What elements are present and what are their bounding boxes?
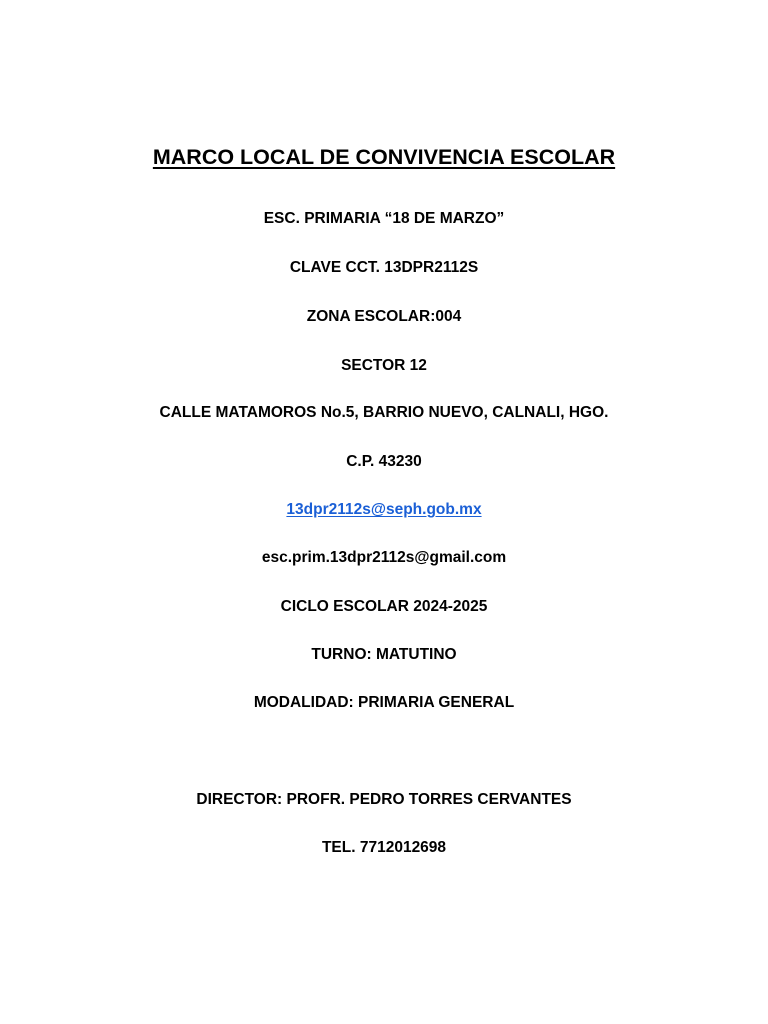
- official-email-row: [0, 500, 768, 520]
- modality: MODALIDAD: PRIMARIA GENERAL: [253, 694, 515, 711]
- cct-key: CLAVE CCT. 13DPR2112S: [289, 259, 479, 276]
- official-email-link[interactable]: 13dpr2112s@seph.gob.mx: [286, 501, 482, 518]
- director: DIRECTOR: PROFR. PEDRO TORRES CERVANTES: [196, 791, 572, 808]
- school-cycle: CICLO ESCOLAR 2024-2025: [280, 598, 488, 615]
- school-name: ESC. PRIMARIA “18 DE MARZO”: [263, 210, 505, 227]
- school-zone: ZONA ESCOLAR:004: [306, 308, 462, 325]
- postal-code: C.P. 43230: [346, 453, 422, 470]
- phone: TEL. 7712012698: [321, 839, 447, 856]
- document-title: MARCO LOCAL DE CONVIVENCIA ESCOLAR: [152, 145, 616, 169]
- gmail-address: esc.prim.13dpr2112s@gmail.com: [261, 549, 507, 566]
- sector: SECTOR 12: [341, 357, 427, 374]
- address: CALLE MATAMOROS No.5, BARRIO NUEVO, CALNALI, HGO.: [159, 404, 609, 421]
- shift: TURNO: MATUTINO: [311, 646, 457, 663]
